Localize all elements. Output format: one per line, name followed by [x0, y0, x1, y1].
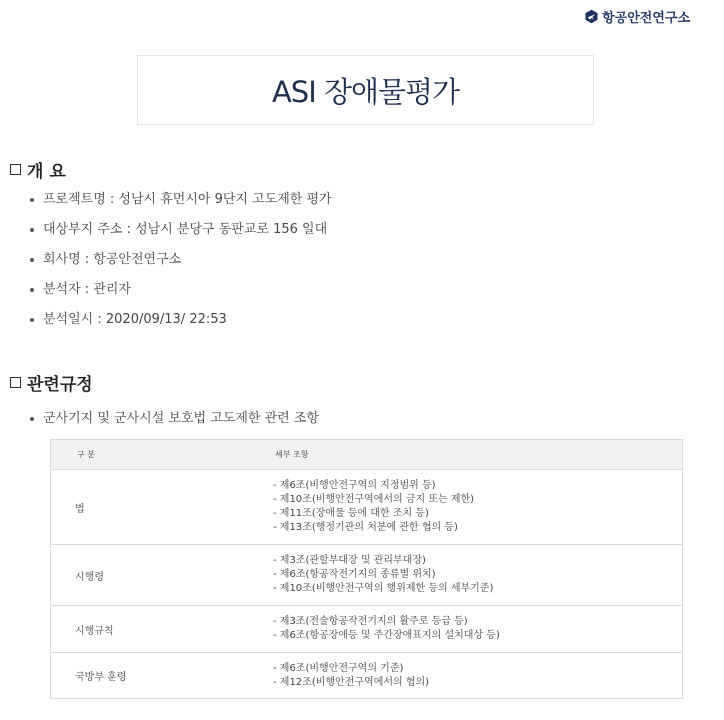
- dot-icon: [30, 288, 34, 292]
- regulations-table: [50, 439, 683, 699]
- list-item: 군사기지 및 군사시설 보호법 고도제한 관련 조항: [30, 404, 319, 434]
- title-box: [137, 55, 594, 125]
- dot-icon: [30, 228, 34, 232]
- row-details: - 제3조(관할부대장 및 관리부대장) - 제6조(항공작전기지의 종류별 위치) - 제10조(비행안전구역의 행위제한 등의 세부기준): [248, 545, 683, 606]
- regulations-list: [30, 404, 319, 434]
- row-category: 법: [51, 470, 249, 545]
- table-row: [51, 470, 683, 545]
- list-item: 회사명 : 항공안전연구소: [30, 245, 332, 275]
- list-item: 대상부지 주소 : 성남시 분당구 동판교로 156 일대: [30, 215, 332, 245]
- header-details: 세부 조항: [248, 440, 683, 470]
- row-details: - 제6조(비행안전구역의 기준) - 제12조(비행안전구역에서의 협의): [248, 653, 683, 699]
- dot-icon: [30, 318, 34, 322]
- row-details: - 제6조(비행안전구역의 지정범위 등) - 제10조(비행안전구역에서의 금지 또는 제한) - 제11조(장애물 등에 대한 조치 등) - 제13조(행정기관의 처분에 관한 협의 등): [248, 470, 683, 545]
- page-title: ASI 장애물평가: [271, 74, 460, 109]
- overview-list: [30, 185, 332, 335]
- checkbox-square-icon: [10, 377, 21, 388]
- table-header-row: [51, 440, 683, 470]
- overview-heading-text: 개 요: [27, 162, 66, 182]
- row-details: - 제3조(전술항공작전기지의 활주로 등급 등) - 제6조(항공장애등 및 주간장애표지의 설치대상 등): [248, 606, 683, 653]
- logo-icon: [584, 9, 599, 24]
- row-category: 시행규칙: [51, 606, 249, 653]
- checkbox-square-icon: [10, 164, 21, 175]
- table-row: [51, 653, 683, 699]
- dot-icon: [30, 417, 34, 421]
- list-item: 분석일시 : 2020/09/13/ 22:53: [30, 305, 332, 335]
- dot-icon: [30, 198, 34, 202]
- row-category: 시행령: [51, 545, 249, 606]
- list-item: 분석자 : 관리자: [30, 275, 332, 305]
- regulations-heading-text: 관련규정: [27, 375, 93, 395]
- table-row: [51, 545, 683, 606]
- logo: [584, 7, 690, 26]
- dot-icon: [30, 258, 34, 262]
- table-row: [51, 606, 683, 653]
- section-regulations-heading: [10, 370, 93, 395]
- list-item: 프로젝트명 : 성남시 휴먼시아 9단지 고도제한 평가: [30, 185, 332, 215]
- row-category: 국방부 훈령: [51, 653, 249, 699]
- header-category: 구 분: [51, 440, 249, 470]
- section-overview-heading: [10, 157, 66, 182]
- logo-text: 항공안전연구소: [602, 11, 690, 26]
